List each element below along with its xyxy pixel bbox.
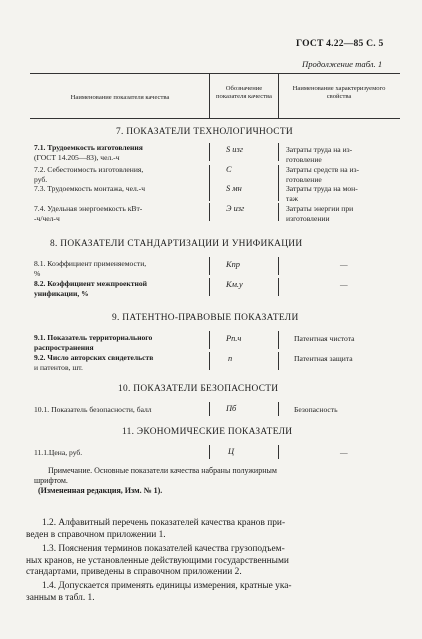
row-11-1-symbol: Ц [228,447,235,456]
page-header-title: ГОСТ 4.22—85 С. 5 [296,38,384,49]
row-7-1-property: Затраты труда на из- готовление [286,145,353,164]
row-7-4-name: 7.4. Удельная энергоемкость кВт- -ч/чел-ч [34,204,143,223]
table-continuation-label: Продолжение табл. 1 [302,59,383,69]
row-10-1-symbol: Пб [226,404,237,413]
section-title-7: 7. ПОКАЗАТЕЛИ ТЕХНОЛОГИЧНОСТИ [116,127,293,137]
row-11-1-property: — [340,448,348,457]
row-7-3-name: 7.3. Трудоемкость монтажа, чел.-ч [34,184,146,193]
row-8-1-property: — [340,260,348,269]
row-9-1-property: Патентная чистота [294,334,355,343]
row-7-4-symbol: Э изг [226,204,245,213]
row-7-2-property: Затраты средств на из- готовление [286,165,360,184]
row-8-2-name: 8.2. Коэффициент межпроектной унификации, % [34,279,148,298]
row-10-1-name: 10.1. Показатель безопасности, балл [34,405,152,414]
row-8-1-symbol: Kпр [226,260,240,269]
row-9-2-property: Патентная защита [294,354,353,363]
row-9-2-name: 9.2. Число авторских свидетельств и патентов, шт. [34,353,154,372]
section-title-8: 8. ПОКАЗАТЕЛИ СТАНДАРТИЗАЦИИ И УНИФИКАЦИИ [50,239,303,249]
row-9-1-name: 9.1. Показатель территориального распространения [34,333,153,352]
row-11-1-name: 11.1.Цена, руб. [34,448,83,457]
paragraph-1-4: 1.4. Допускается применять единицы измерения, кратные ука- занным в табл. 1. [26,581,292,603]
row-7-2-name: 7.2. Себестоимость изготовления, руб. [34,165,144,184]
row-7-3-symbol: S мн [226,184,242,193]
row-7-2-symbol: C [226,165,232,174]
row-9-2-symbol: n [228,354,233,363]
table-head-rule [30,118,400,119]
section-title-9: 9. ПАТЕНТНО-ПРАВОВЫЕ ПОКАЗАТЕЛИ [112,313,299,323]
row-9-1-symbol: Pп.ч [226,334,242,343]
table-note: Примечание. Основные показатели качества набраны полужирным шрифтом. (Измененная редакция, Изм. № 1). [34,466,277,495]
row-8-1-name: 8.1. Коэффициент применяемости, % [34,259,147,278]
row-8-2-symbol: Kм.у [226,280,243,289]
column-header-property: Наименование характеризуемого свойства [292,85,386,100]
row-7-4-property: Затраты энергии при изготовлении [286,204,354,223]
section-title-10: 10. ПОКАЗАТЕЛИ БЕЗОПАСНОСТИ [118,384,279,394]
row-7-1-name: 7.1. Трудоемкость изготовления (ГОСТ 14.205—83), чел.-ч [34,143,143,162]
head-divider-1 [209,74,210,118]
column-header-symbol: Обозначение показателя качества [216,85,272,100]
paragraph-1-2: 1.2. Алфавитный перечень показателей качества кранов при- веден в справочном приложении 1. [26,518,286,540]
paragraph-1-3: 1.3. Пояснения терминов показателей качества грузоподъем- ных кранов, не установленные действующими государственными стандартами, приведены в справочном приложении 2. [26,544,289,578]
section-title-11: 11. ЭКОНОМИЧЕСКИЕ ПОКАЗАТЕЛИ [122,427,293,437]
row-8-2-property: — [340,280,348,289]
head-divider-2 [278,74,279,118]
row-7-1-symbol: S изг [226,145,244,154]
row-7-3-property: Затраты труда на мон- таж [286,184,358,203]
column-header-name: Наименование показателя качества [70,94,170,101]
table-top-rule [30,73,400,74]
row-10-1-property: Безопасность [294,405,338,414]
